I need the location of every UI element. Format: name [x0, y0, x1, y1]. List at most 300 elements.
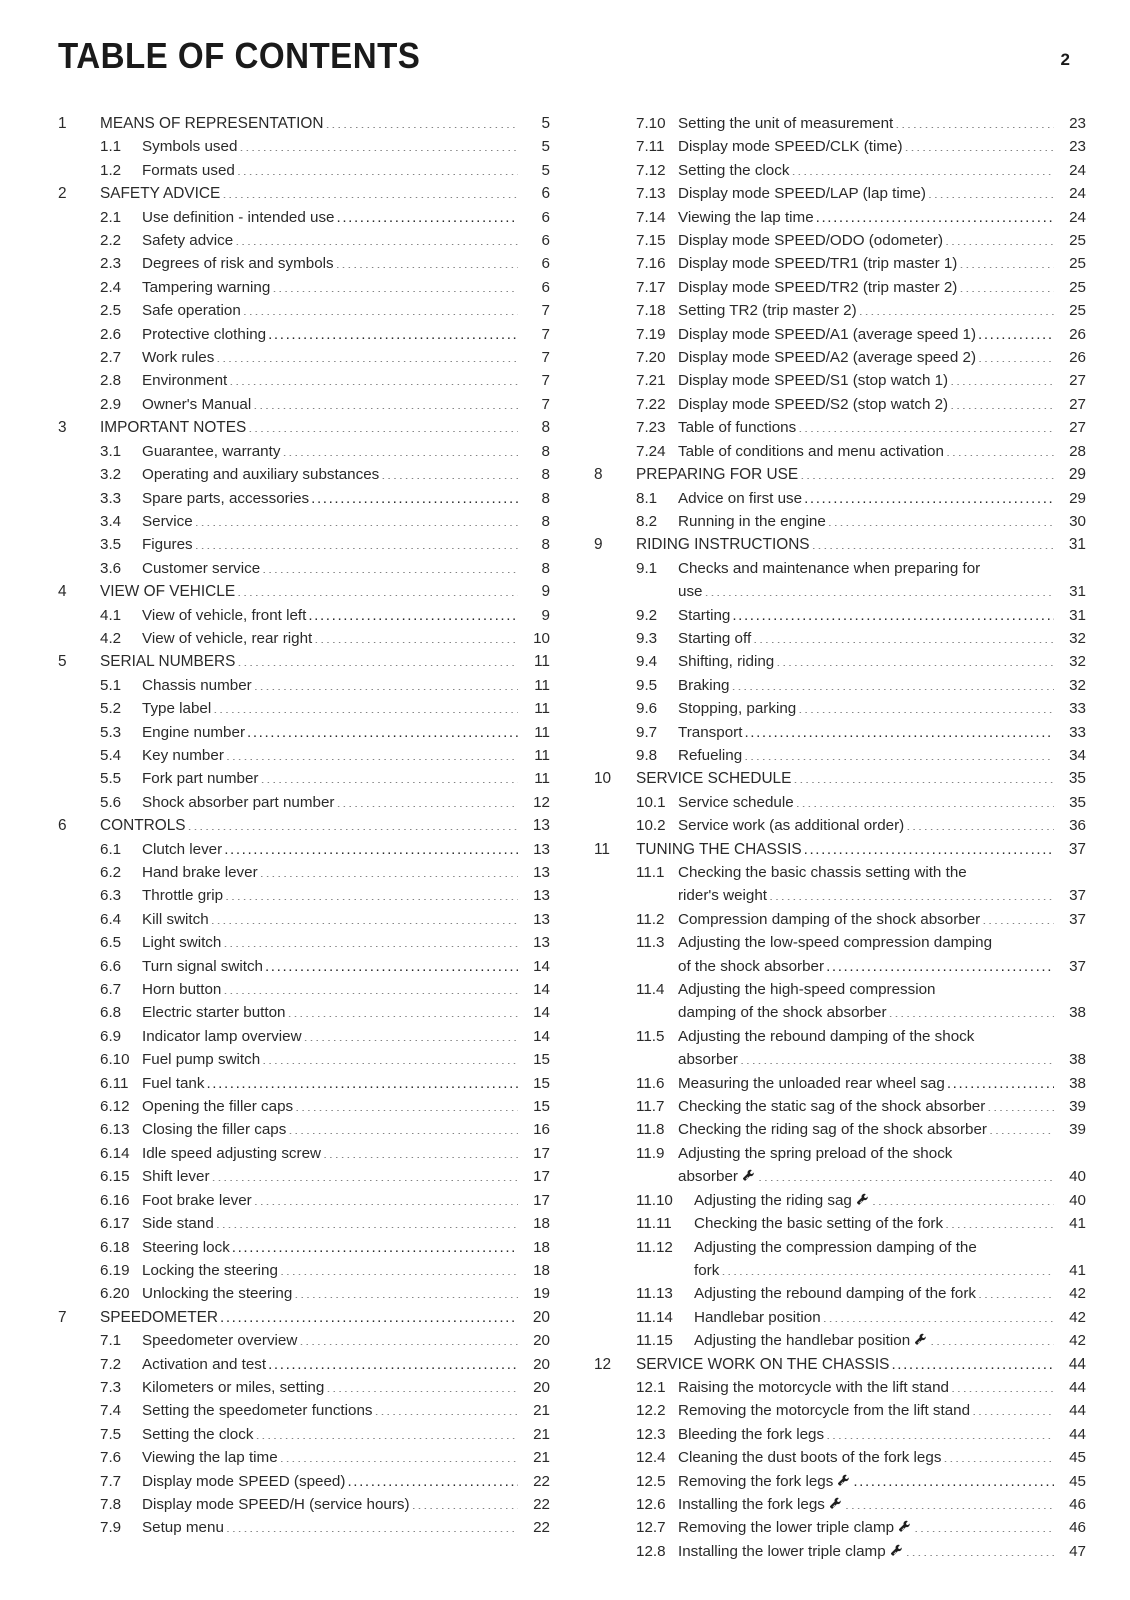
dot-leader: [982, 909, 1054, 924]
toc-entry-number: 2.1: [100, 208, 122, 226]
toc-entry[interactable]: [58, 580, 550, 603]
toc-entry-number: 10.2: [636, 817, 666, 835]
toc-entry-title: Clutch lever: [142, 840, 223, 858]
toc-entry-body: [142, 1329, 520, 1352]
toc-entry[interactable]: [58, 1306, 550, 1329]
toc-entry[interactable]: [594, 252, 1086, 275]
toc-entry[interactable]: [58, 1025, 550, 1048]
toc-entry[interactable]: [594, 393, 1086, 416]
toc-entry-page: 15: [533, 1074, 550, 1092]
dot-leader: [412, 1494, 518, 1509]
toc-entry-title: Symbols used: [142, 138, 238, 156]
toc-entry[interactable]: [58, 978, 550, 1001]
toc-entry-title: absorber: [678, 1168, 738, 1186]
dot-leader: [229, 370, 518, 385]
toc-entry[interactable]: [594, 908, 1086, 931]
toc-entry-page: 33: [1069, 723, 1086, 741]
toc-entry[interactable]: [58, 557, 550, 580]
toc-entry[interactable]: [58, 369, 550, 392]
toc-entry-page: 44: [1069, 1378, 1086, 1396]
toc-entry-title: Customer service: [142, 559, 261, 577]
toc-entry[interactable]: [58, 463, 550, 486]
toc-entry-title: Adjusting the compression damping of the: [694, 1238, 977, 1256]
toc-entry-body: [142, 838, 520, 861]
wrench-icon: [829, 1497, 842, 1510]
toc-entry-page: 15: [533, 1098, 550, 1116]
dot-leader: [744, 745, 1054, 760]
toc-entry[interactable]: [58, 206, 550, 229]
toc-entry-number: 11.3: [636, 934, 665, 952]
toc-entry-body: [694, 1259, 1056, 1282]
toc-entry[interactable]: [58, 299, 550, 322]
dot-leader: [323, 1143, 518, 1158]
dot-leader: [237, 581, 518, 596]
toc-entry[interactable]: [594, 1516, 1086, 1539]
toc-entry[interactable]: [594, 767, 1086, 790]
toc-entry-body: [694, 1306, 1056, 1329]
toc-entry-title: Figures: [142, 536, 193, 554]
toc-entry-title: Chassis number: [142, 676, 252, 694]
toc-entry-number: 1.2: [100, 161, 122, 179]
toc-entry-number: 2.5: [100, 302, 122, 320]
toc-entry-body: [694, 1236, 1056, 1259]
toc-entry[interactable]: [58, 861, 550, 884]
dot-leader: [268, 1353, 518, 1368]
toc-entry-page: 6: [541, 278, 550, 296]
toc-entry[interactable]: [594, 1329, 1086, 1352]
toc-entry-title: Setting the clock: [678, 161, 790, 179]
toc-entry[interactable]: [58, 1376, 550, 1399]
toc-entry-page: 8: [541, 442, 550, 460]
dot-leader: [978, 1283, 1054, 1298]
toc-entry-number: 6.7: [100, 981, 122, 999]
toc-entry[interactable]: [58, 838, 550, 861]
toc-entry[interactable]: [594, 744, 1086, 767]
toc-entry-number: 11.6: [636, 1074, 665, 1092]
toc-entry[interactable]: [58, 931, 550, 954]
toc-entry-title: Hand brake lever: [142, 864, 258, 881]
toc-entry[interactable]: [594, 112, 1086, 135]
toc-entry-body: [678, 135, 1056, 158]
toc-entry-title: Installing the lower triple clamp: [678, 1542, 886, 1560]
toc-entry-page: 20: [533, 1355, 550, 1373]
toc-entry-body: [678, 1072, 1056, 1095]
toc-entry[interactable]: [594, 1282, 1086, 1305]
toc-entry[interactable]: [594, 978, 1086, 1001]
toc-entry[interactable]: [58, 791, 550, 814]
toc-entry-body: [142, 744, 520, 767]
toc-entry-body: [678, 323, 1056, 346]
toc-entry-title: Viewing the lap time: [142, 1449, 278, 1467]
toc-entry[interactable]: [58, 1142, 550, 1165]
toc-entry-page: 17: [533, 1168, 550, 1186]
toc-entry[interactable]: [58, 1001, 550, 1024]
dot-leader: [195, 511, 518, 526]
toc-entry-number: 9.2: [636, 606, 658, 624]
dot-leader: [906, 1541, 1054, 1556]
toc-entry-title: Adjusting the riding sag: [694, 1191, 852, 1209]
toc-entry[interactable]: [58, 1212, 550, 1235]
toc-entry-page: 14: [533, 1004, 550, 1022]
toc-entry-body: [142, 1025, 520, 1048]
toc-entry-page: 6: [541, 208, 550, 226]
toc-entry-number: 7.12: [636, 161, 666, 179]
toc-entry-continuation[interactable]: [594, 884, 1086, 907]
toc-entry[interactable]: [58, 510, 550, 533]
toc-entry[interactable]: [594, 1118, 1086, 1141]
toc-entry[interactable]: [58, 955, 550, 978]
toc-entry[interactable]: [58, 1399, 550, 1422]
toc-entry[interactable]: [594, 346, 1086, 369]
toc-entry-title: Removing the lower triple clamp: [678, 1519, 895, 1537]
toc-entry[interactable]: [594, 299, 1086, 322]
toc-entry[interactable]: [58, 884, 550, 907]
toc-entry-page: 22: [533, 1495, 550, 1513]
toc-entry-page: 5: [541, 138, 550, 156]
toc-entry-body: [142, 1282, 520, 1305]
dot-leader: [239, 136, 518, 151]
dot-leader: [823, 1307, 1054, 1322]
toc-entry-title: Kill switch: [142, 910, 209, 928]
toc-entry-number: 9.6: [636, 700, 658, 718]
toc-entry[interactable]: [58, 112, 550, 135]
toc-entry[interactable]: [58, 1446, 550, 1469]
toc-entry-title: Setting the clock: [142, 1425, 254, 1443]
toc-entry-body: [678, 393, 1056, 416]
toc-entry[interactable]: [594, 1376, 1086, 1399]
toc-entry[interactable]: [58, 252, 550, 275]
toc-entry-title: Setup menu: [142, 1519, 224, 1537]
toc-entry-title: Protective clothing: [142, 325, 267, 343]
toc-entry[interactable]: [58, 744, 550, 767]
toc-entry[interactable]: [594, 440, 1086, 463]
toc-entry-page: 46: [1069, 1495, 1086, 1513]
toc-entry[interactable]: [58, 1516, 550, 1539]
toc-entry-page: 35: [1068, 770, 1086, 788]
dot-leader: [791, 160, 1054, 175]
dot-leader: [225, 885, 518, 900]
toc-entry-page: 7: [541, 302, 550, 320]
toc-entry-page: 45: [1069, 1449, 1086, 1467]
toc-entry-continuation[interactable]: [594, 955, 1086, 978]
toc-entry[interactable]: [594, 510, 1086, 533]
toc-entry[interactable]: [58, 1118, 550, 1141]
dot-leader: [253, 394, 518, 409]
dot-leader: [959, 253, 1054, 268]
toc-entry-continuation[interactable]: [594, 1165, 1086, 1188]
toc-entry[interactable]: [594, 533, 1086, 556]
toc-entry-number: 6.4: [100, 910, 122, 928]
toc-entry-title: Fuel tank: [142, 1074, 205, 1092]
toc-entry[interactable]: [594, 1540, 1086, 1563]
wrench-icon: [856, 1193, 869, 1206]
toc-entry-page: 13: [533, 887, 550, 905]
dot-leader: [950, 370, 1054, 385]
toc-entry-body: [678, 276, 1056, 299]
toc-entry[interactable]: [594, 861, 1086, 884]
toc-entry-number: 7.5: [100, 1425, 122, 1443]
dot-leader: [721, 1260, 1054, 1275]
toc-entry[interactable]: [58, 1423, 550, 1446]
toc-entry-page: 15: [533, 1051, 550, 1069]
toc-entry-body: [142, 557, 520, 580]
toc-entry[interactable]: [58, 487, 550, 510]
toc-entry[interactable]: [58, 1493, 550, 1516]
toc-entry-title: Table of functions: [678, 419, 797, 437]
toc-entry[interactable]: [594, 487, 1086, 510]
toc-entry[interactable]: [58, 604, 550, 627]
toc-entry[interactable]: [594, 1072, 1086, 1095]
toc-entry-page: 11: [534, 770, 550, 788]
toc-entry-body: [678, 346, 1056, 369]
toc-entry-body: [100, 182, 520, 205]
toc-entry[interactable]: [594, 1353, 1086, 1376]
toc-entry-page: 7: [541, 395, 550, 413]
toc-entry-number: 11.1: [636, 864, 665, 881]
toc-entry[interactable]: [594, 838, 1086, 861]
dot-leader: [381, 464, 518, 479]
toc-entry-title: Starting: [678, 606, 731, 624]
page-header: [58, 35, 1072, 100]
toc-entry[interactable]: [58, 182, 550, 205]
toc-entry-title: Adjusting the low-speed compression damping: [678, 934, 993, 952]
toc-entry-title: Refueling: [678, 746, 743, 764]
toc-entry-number: 10: [594, 770, 612, 788]
dot-leader: [222, 183, 518, 198]
toc-entry[interactable]: [594, 1095, 1086, 1118]
toc-entry[interactable]: [58, 1236, 550, 1259]
toc-entry-body: [142, 510, 520, 533]
dot-leader: [769, 885, 1054, 900]
toc-entry-continuation[interactable]: [594, 1259, 1086, 1282]
toc-entry-page: 29: [1069, 489, 1086, 507]
toc-entry-number: 7.6: [100, 1449, 122, 1467]
toc-entry-body: [678, 159, 1056, 182]
toc-entry-title: Display mode SPEED/TR1 (trip master 1): [678, 255, 958, 273]
toc-entry-page: 32: [1069, 653, 1086, 671]
toc-entry[interactable]: [594, 604, 1086, 627]
toc-entry-number: 6.11: [100, 1074, 129, 1092]
toc-entry[interactable]: [594, 463, 1086, 486]
dot-leader: [891, 1353, 1054, 1368]
toc-entry-continuation[interactable]: [594, 1001, 1086, 1024]
toc-entry[interactable]: [594, 369, 1086, 392]
toc-entry-body: [678, 252, 1056, 275]
toc-entry[interactable]: [58, 416, 550, 439]
toc-entry[interactable]: [58, 627, 550, 650]
toc-entry-page: 37: [1068, 840, 1086, 858]
toc-entry[interactable]: [594, 1236, 1086, 1259]
dot-leader: [188, 815, 518, 830]
toc-entry[interactable]: [58, 276, 550, 299]
toc-entry-title: Safe operation: [142, 302, 241, 320]
toc-entry[interactable]: [594, 1493, 1086, 1516]
toc-entry-number: 6.19: [100, 1261, 130, 1279]
toc-entry-title: Use definition - intended use: [142, 208, 335, 226]
toc-entry-page: 17: [533, 1191, 550, 1209]
toc-entry-body: [694, 1189, 1056, 1212]
toc-entry[interactable]: [594, 931, 1086, 954]
toc-entry-number: 5.1: [100, 676, 122, 694]
toc-entry-page: 23: [1069, 138, 1086, 156]
toc-entry-number: 2.7: [100, 349, 122, 367]
toc-entry-page: 20: [533, 1332, 550, 1350]
toc-entry[interactable]: [58, 1329, 550, 1352]
toc-entry-body: [142, 1048, 520, 1071]
toc-entry-page: 13: [533, 934, 550, 952]
toc-entry-number: 11: [594, 840, 610, 858]
toc-entry[interactable]: [594, 416, 1086, 439]
toc-entry[interactable]: [58, 1072, 550, 1095]
toc-entry[interactable]: [594, 323, 1086, 346]
toc-entry-number: 3.6: [100, 559, 122, 577]
toc-entry-title: Speedometer overview: [142, 1332, 298, 1350]
toc-entry-number: 6.16: [100, 1191, 130, 1209]
toc-entry[interactable]: [58, 1048, 550, 1071]
toc-entry-number: 11.8: [636, 1121, 665, 1139]
toc-entry[interactable]: [594, 1025, 1086, 1048]
dot-leader: [265, 955, 518, 970]
toc-entry[interactable]: [58, 767, 550, 790]
toc-entry[interactable]: [58, 908, 550, 931]
toc-entry-body: [678, 650, 1056, 673]
toc-entry-number: 7.4: [100, 1402, 122, 1420]
toc-entry-number: 8.2: [636, 512, 658, 530]
dot-leader: [216, 1213, 518, 1228]
toc-entry[interactable]: [58, 1189, 550, 1212]
toc-entry-page: 18: [533, 1261, 550, 1279]
dot-leader: [845, 1494, 1054, 1509]
toc-entry-number: 4.2: [100, 629, 122, 647]
toc-entry[interactable]: [58, 135, 550, 158]
dot-leader: [206, 1072, 518, 1087]
toc-entry-continuation[interactable]: [594, 580, 1086, 603]
toc-entry[interactable]: [58, 650, 550, 673]
toc-entry[interactable]: [594, 159, 1086, 182]
toc-entry-number: 7.24: [636, 442, 666, 460]
toc-entry-body: [142, 1236, 520, 1259]
toc-entry[interactable]: [594, 1470, 1086, 1493]
toc-entry[interactable]: [58, 229, 550, 252]
toc-entry-body: [142, 1423, 520, 1446]
toc-entry-body: [678, 580, 1056, 603]
dot-leader: [260, 768, 518, 783]
dot-leader: [295, 1096, 518, 1111]
toc-entry-continuation[interactable]: [594, 1048, 1086, 1071]
toc-entry[interactable]: [594, 1423, 1086, 1446]
dot-leader: [987, 1096, 1054, 1111]
toc-entry[interactable]: [594, 721, 1086, 744]
toc-entry[interactable]: [58, 1259, 550, 1282]
toc-entry-body: [678, 416, 1056, 439]
toc-entry[interactable]: [594, 182, 1086, 205]
toc-entry[interactable]: [594, 1446, 1086, 1469]
toc-entry-page: 24: [1069, 208, 1086, 226]
toc-entry[interactable]: [594, 1212, 1086, 1235]
toc-entry-title: Display mode SPEED/S2 (stop watch 2): [678, 395, 949, 413]
toc-entry-body: [678, 557, 1056, 580]
toc-entry[interactable]: [594, 814, 1086, 837]
toc-entry[interactable]: [594, 1189, 1086, 1212]
toc-entry[interactable]: [594, 674, 1086, 697]
toc-entry[interactable]: [58, 674, 550, 697]
toc-entry-number: 12.1: [636, 1378, 666, 1396]
toc-entry[interactable]: [58, 1165, 550, 1188]
dot-leader: [744, 721, 1054, 736]
toc-entry-page: 27: [1069, 395, 1086, 413]
toc-entry-number: 8: [594, 466, 603, 484]
toc-entry[interactable]: [594, 627, 1086, 650]
toc-entry[interactable]: [594, 697, 1086, 720]
toc-entry-body: [678, 182, 1056, 205]
toc-entry-body: [636, 1353, 1056, 1376]
dot-leader: [299, 1330, 518, 1345]
toc-entry[interactable]: [58, 323, 550, 346]
toc-entry[interactable]: [594, 229, 1086, 252]
toc-entry-number: 2.9: [100, 395, 122, 413]
toc-entry-number: 3: [58, 419, 67, 437]
toc-entry-number: 6.17: [100, 1215, 130, 1233]
toc-entry-page: 6: [541, 232, 550, 250]
dot-leader: [308, 604, 518, 619]
toc-entry[interactable]: [58, 814, 550, 837]
toc-entry[interactable]: [58, 440, 550, 463]
toc-entry[interactable]: [594, 206, 1086, 229]
toc-entry-body: [678, 112, 1056, 135]
toc-entry[interactable]: [594, 135, 1086, 158]
toc-entry-page: 31: [1068, 536, 1086, 554]
toc-entry-number: 11.10: [636, 1191, 673, 1209]
toc-entry[interactable]: [58, 346, 550, 369]
toc-entry[interactable]: [58, 697, 550, 720]
dot-leader: [946, 441, 1054, 456]
toc-entry[interactable]: [594, 791, 1086, 814]
toc-entry[interactable]: [58, 1282, 550, 1305]
toc-entry-number: 5.2: [100, 700, 122, 718]
toc-entry-body: [142, 463, 520, 486]
toc-entry[interactable]: [594, 1399, 1086, 1422]
toc-entry-title: Measuring the unloaded rear wheel sag: [678, 1074, 945, 1092]
toc-entry-title: Light switch: [142, 934, 222, 952]
dot-leader: [216, 347, 518, 362]
toc-entry-title: Starting off: [678, 629, 752, 647]
dot-leader: [978, 323, 1054, 338]
toc-entry-number: 6.10: [100, 1051, 130, 1069]
toc-entry[interactable]: [594, 650, 1086, 673]
toc-entry[interactable]: [594, 276, 1086, 299]
toc-entry[interactable]: [594, 1306, 1086, 1329]
dot-leader: [951, 1377, 1054, 1392]
toc-entry[interactable]: [58, 1353, 550, 1376]
toc-entry[interactable]: [594, 557, 1086, 580]
wrench-icon: [898, 1520, 911, 1533]
dot-leader: [375, 1400, 519, 1415]
toc-entry[interactable]: [58, 533, 550, 556]
toc-entry-title: Degrees of risk and symbols: [142, 255, 334, 273]
toc-entry-body: [678, 908, 1056, 931]
toc-entry[interactable]: [58, 159, 550, 182]
toc-entry-title: Adjusting the spring preload of the shock: [678, 1144, 953, 1162]
toc-entry-title: VIEW OF VEHICLE: [100, 583, 236, 601]
toc-entry[interactable]: [58, 1095, 550, 1118]
toc-entry-page: 12: [533, 793, 550, 811]
toc-column-right: [594, 112, 1086, 1563]
toc-entry[interactable]: [594, 1142, 1086, 1165]
dot-leader: [336, 792, 518, 807]
toc-entry[interactable]: [58, 721, 550, 744]
toc-entry[interactable]: [58, 1470, 550, 1493]
toc-entry[interactable]: [58, 393, 550, 416]
